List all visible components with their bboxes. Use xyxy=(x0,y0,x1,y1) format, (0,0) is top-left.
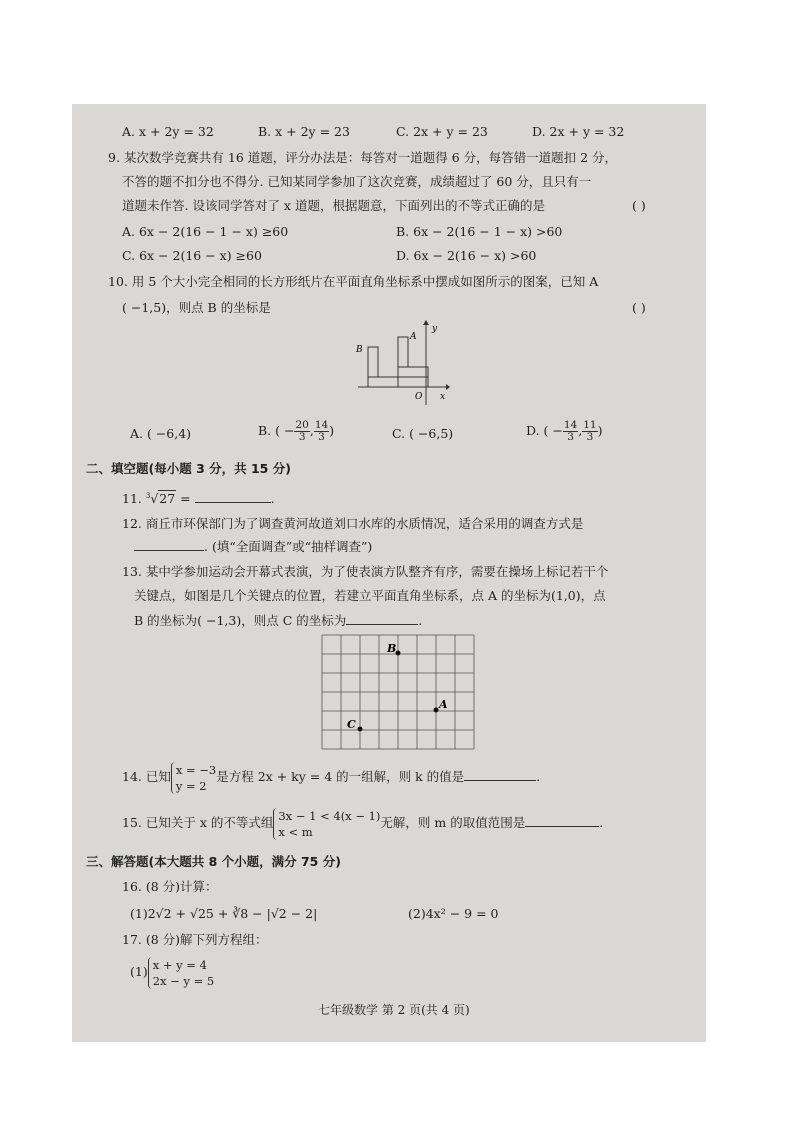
y-axis-arrow xyxy=(423,320,429,325)
q13-line-2: 关键点，如图是几个关键点的位置，若建立平面直角坐标系，点 A 的坐标为(1,0)，点 xyxy=(134,588,606,603)
q15-system: 3x − 1 < 4(x − 1) x < m xyxy=(273,808,380,840)
q10-option-b: B. ( − $\frac{20}{3}$ , $\frac{14}{3}$ ) xyxy=(258,419,335,443)
q10-line-2: ( −1,5)，则点 B 的坐标是 xyxy=(122,300,271,315)
q14-answer-blank xyxy=(464,768,536,781)
q8-option-c: C. 2x + y = 23 xyxy=(396,124,488,139)
q16-part-1: (1)2√2 + √25 + ∛8 − |√2 − 2| xyxy=(130,906,318,921)
q13-line-3: B 的坐标为( −1,3)，则点 C 的坐标为 . xyxy=(134,613,423,628)
point-c xyxy=(358,727,363,732)
q9-line-3: 道题未作答. 设该同学答对了 x 道题，根据题意，下面列出的不等式正确的是 xyxy=(122,198,545,213)
point-b-label: B xyxy=(387,642,397,655)
q10-line-1: 10. 用 5 个大小完全相同的长方形纸片在平面直角坐标系中摆成如图所示的图案，已知 A xyxy=(108,274,599,289)
q17-part-1: (1) x + y = 4 2x − y = 5 xyxy=(130,957,215,988)
q11-answer-blank xyxy=(195,490,271,503)
q12-line-2: . (填“全面调查”或“抽样调查”) xyxy=(134,538,372,555)
q10-option-c: C. ( −6,5) xyxy=(392,426,454,441)
exam-page xyxy=(72,104,706,1042)
q8-option-a: A. x + 2y = 32 xyxy=(122,124,214,139)
q10-option-a: A. ( −6,4) xyxy=(130,426,192,441)
rect-2 xyxy=(368,377,398,387)
q9-option-a: A. 6x − 2(16 − 1 − x) ≥60 xyxy=(122,224,289,239)
rect-5 xyxy=(398,337,408,367)
point-b-label: B xyxy=(356,345,363,355)
rect-1 xyxy=(368,347,378,377)
q9-line-2: 不答的题不扣分也不得分. 已知某同学参加了这次竞赛，成绩超过了 60 分，且只有一 xyxy=(122,174,592,189)
point-a-label: A xyxy=(439,698,448,711)
q16-part-2: (2)4x² − 9 = 0 xyxy=(408,906,499,921)
x-label: x xyxy=(440,392,446,402)
q14-system: x = −3 y = 2 xyxy=(171,762,216,794)
q10-option-d: D. ( − $\frac{14}{3}$ , $\frac{11}{3}$ ) xyxy=(526,419,603,443)
page-footer: 七年级数学 第 2 页(共 4 页) xyxy=(318,1003,470,1017)
q8-option-b: B. x + 2y = 23 xyxy=(258,124,350,139)
point-c-label: C xyxy=(347,718,356,731)
q12-line-1: 12. 商丘市环保部门为了调查黄河故道刘口水库的水质情况，适合采用的调查方式是 xyxy=(122,516,584,531)
q9-answer-paren: ( ) xyxy=(632,198,646,213)
q15-line: 15. 已知关于 x 的不等式组 3x − 1 < 4(x − 1) x < m 无解，则 m 的取值范围是 . xyxy=(122,808,604,839)
q11-line: 11. $^3$√27 = . xyxy=(122,491,275,507)
q15-answer-blank xyxy=(525,814,599,827)
q10-rectangles-figure xyxy=(350,319,450,409)
point-a-label: A xyxy=(410,332,417,342)
rect-3 xyxy=(398,367,428,377)
section-3-heading: 三、解答题(本大题共 8 个小题，满分 75 分) xyxy=(86,854,341,869)
q16-title: 16. (8 分)计算： xyxy=(122,879,218,894)
section-2-heading: 二、填空题(每小题 3 分，共 15 分) xyxy=(86,461,291,476)
origin-label: O xyxy=(415,392,423,402)
q9-option-d: D. 6x − 2(16 − x) >60 xyxy=(396,248,537,263)
y-label: y xyxy=(432,324,438,334)
x-axis-arrow xyxy=(446,384,450,390)
q10-answer-paren: ( ) xyxy=(632,300,646,315)
rect-4 xyxy=(398,377,428,387)
q9-option-c: C. 6x − 2(16 − x) ≥60 xyxy=(122,248,262,263)
q13-line-1: 13. 某中学参加运动会开幕式表演，为了使表演方队整齐有序，需要在操场上标记若干个 xyxy=(122,564,609,579)
q8-option-d: D. 2x + y = 32 xyxy=(532,124,625,139)
q9-option-b: B. 6x − 2(16 − 1 − x) >60 xyxy=(396,224,563,239)
q13-answer-blank xyxy=(346,612,418,625)
q12-answer-blank xyxy=(134,538,204,551)
q14-line: 14. 已知 x = −3 y = 2 是方程 2x + ky = 4 的一组解，则 k 的值是 . xyxy=(122,762,541,793)
q9-line-1: 9. 某次数学竞赛共有 16 道题，评分办法是：每答对一道题得 6 分，每答错一道题扣 2 分， xyxy=(108,150,618,165)
q17-system: x + y = 4 2x − y = 5 xyxy=(148,957,215,989)
q13-grid-figure xyxy=(321,634,481,750)
q17-title: 17. (8 分)解下列方程组： xyxy=(122,932,268,947)
point-a xyxy=(434,708,439,713)
